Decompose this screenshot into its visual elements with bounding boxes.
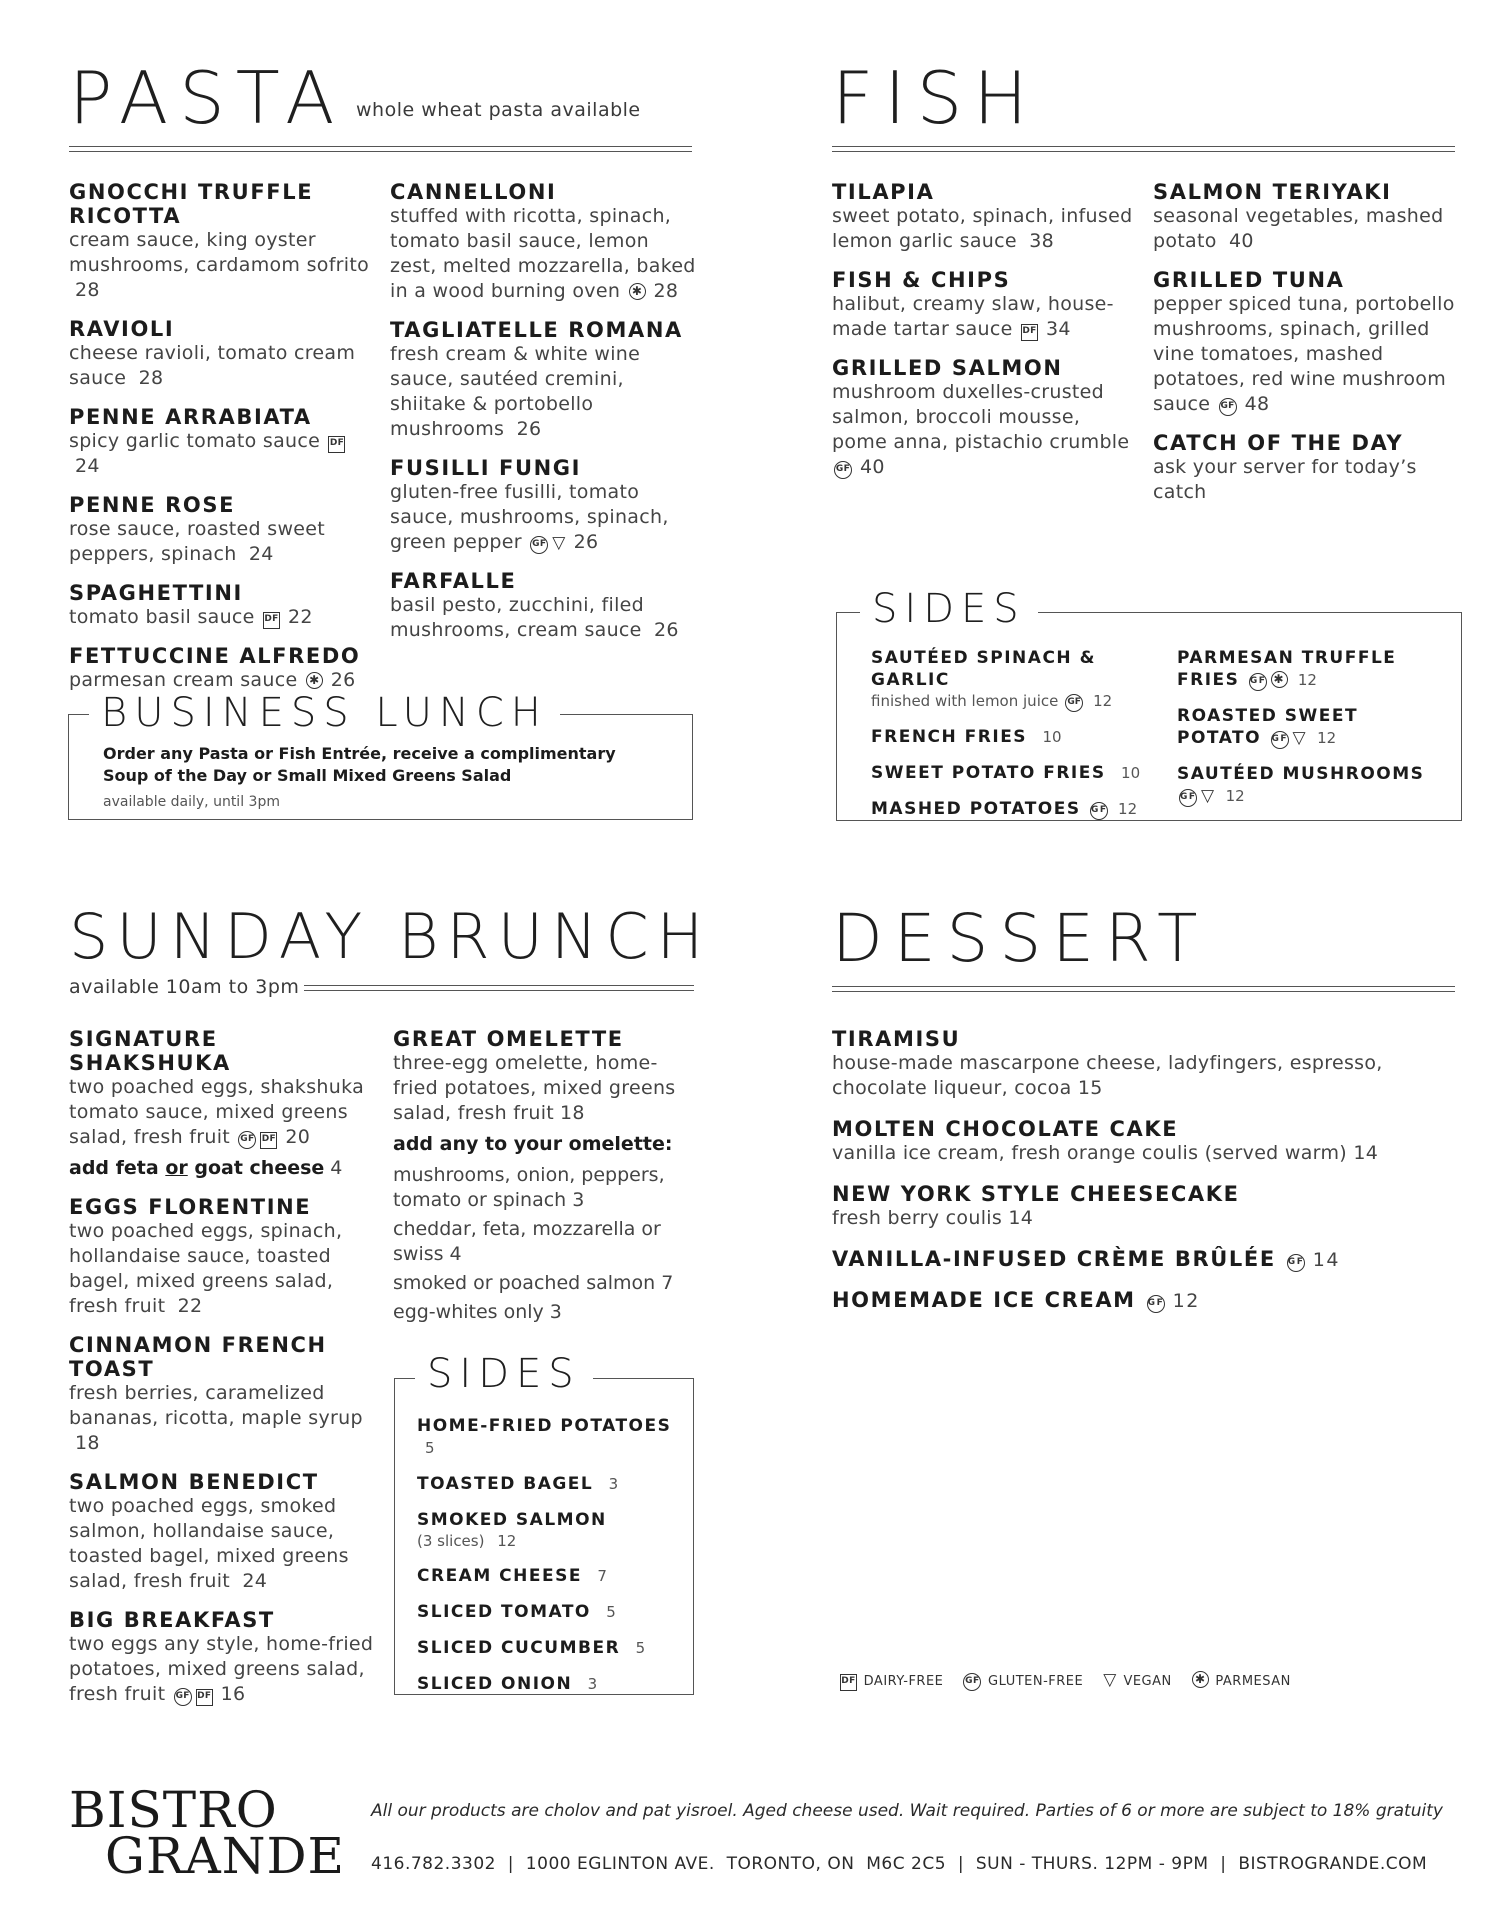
menu-item-price: 28 — [138, 367, 164, 389]
dessert-item-description — [832, 1206, 1452, 1231]
menu-item-desc-text: stuffed with ricotta, spinach, tomato basil sauce, lemon zest, melted mozzarella, baked in a wood burning oven — [390, 205, 696, 302]
side-price: 3 — [587, 1675, 598, 1693]
dessert-item — [832, 1182, 1452, 1231]
menu-item-description — [832, 380, 1137, 480]
side-price: 12 — [1093, 692, 1113, 710]
side-item — [1177, 705, 1447, 749]
dessert-name-text: TIRAMISU — [832, 1027, 961, 1051]
vegan-icon: ▽ — [1201, 786, 1216, 806]
business-lunch-title: BUSINESS LUNCH — [89, 693, 560, 733]
menu-item-desc-text: halibut, creamy slaw, house-made tartar sauce — [832, 293, 1114, 340]
menu-item — [832, 356, 1137, 480]
dessert-name-text: VANILLA-INFUSED CRÈME BRÛLÉE — [832, 1247, 1276, 1271]
menu-item — [832, 180, 1137, 254]
fish-sides-title: SIDES — [860, 589, 1038, 629]
dessert-item-name — [832, 1117, 1452, 1141]
brunch-note: available 10am to 3pm — [69, 976, 300, 998]
footer-contact: 416.782.3302 | 1000 EGLINTON AVE. TORONTO, ON M6C 2C5 | SUN - THURS. 12PM - 9PM | BISTROGRANDE.COM — [371, 1854, 1428, 1874]
menu-item-name: TILAPIA — [832, 180, 935, 204]
menu-item-price: 26 — [330, 669, 356, 691]
menu-item — [393, 1027, 698, 1126]
side-price: 5 — [425, 1439, 435, 1457]
menu-item-price: 40 — [860, 456, 885, 478]
menu-item-description — [69, 1075, 374, 1150]
side-item-name — [417, 1509, 687, 1531]
dairy-free-icon: DF — [1021, 324, 1038, 341]
menu-item-desc-text: two poached eggs, shakshuka tomato sauce, mixed greens salad, fresh fruit — [69, 1076, 365, 1148]
legend-label: PARMESAN — [1215, 1674, 1291, 1689]
menu-item-desc-text: seasonal vegetables, mashed potato — [1153, 205, 1444, 252]
dessert-item-name — [832, 1288, 1452, 1313]
omelette-addon-text: egg-whites only — [393, 1301, 544, 1323]
menu-item-price: 40 — [1229, 230, 1254, 252]
menu-item-price: 48 — [1244, 393, 1270, 415]
menu-item-name: FETTUCCINE ALFREDO — [69, 644, 361, 668]
side-item-note — [871, 691, 1171, 712]
menu-item-desc-text: two eggs any style, home-fried potatoes, mixed greens salad, fresh fruit — [69, 1633, 374, 1705]
menu-item-name: GRILLED TUNA — [1153, 268, 1345, 292]
dessert-desc-text: house-made mascarpone cheese, ladyfingers, espresso, chocolate liqueur, cocoa — [832, 1052, 1383, 1099]
menu-item-description — [69, 341, 374, 391]
side-name-text: SMOKED SALMON — [417, 1510, 607, 1530]
dessert-name-text: NEW YORK STYLE CHEESECAKE — [832, 1182, 1240, 1206]
omelette-addon — [393, 1163, 698, 1213]
side-item — [417, 1637, 687, 1659]
side-item-name — [871, 798, 1171, 820]
side-item — [417, 1565, 687, 1587]
menu-item — [1153, 431, 1463, 505]
menu-item-description — [832, 292, 1137, 342]
legend-item — [1101, 1672, 1172, 1689]
side-item-name — [1177, 705, 1447, 749]
side-price: 7 — [597, 1567, 607, 1585]
gluten-free-icon: GF — [1249, 673, 1267, 691]
menu-item-price: 26 — [516, 418, 542, 440]
side-name-text: PARMESAN TRUFFLE FRIES — [1177, 648, 1397, 690]
menu-item-price: 24 — [75, 455, 100, 477]
menu-item-desc-text: fresh cream & white wine sauce, sautéed cremini, shiitake & portobello mushrooms — [390, 343, 641, 440]
menu-item — [69, 581, 374, 630]
dessert-item-description — [832, 1051, 1452, 1101]
omelette-addon-price: 7 — [661, 1272, 674, 1294]
addon-price: 4 — [330, 1157, 343, 1179]
menu-item-desc-text: mushroom duxelles-crusted salmon, broccoli mousse, pome anna, pistachio crumble — [832, 381, 1130, 453]
side-item-name — [417, 1565, 687, 1587]
menu-item-price: 20 — [285, 1126, 311, 1148]
brunch-title: SUNDAY BRUNCH — [69, 900, 712, 973]
menu-item-name: PENNE ROSE — [69, 493, 236, 517]
menu-item-price: 26 — [573, 531, 599, 553]
omelette-addon — [393, 1217, 698, 1267]
menu-item-name: GNOCCHI TRUFFLE RICOTTA — [69, 180, 314, 228]
vegan-icon: ▽ — [1292, 728, 1308, 748]
side-price: 12 — [1225, 787, 1245, 805]
gluten-free-icon: GF — [1090, 802, 1108, 820]
dessert-item-description — [832, 1141, 1452, 1166]
dairy-free-icon: DF — [260, 1132, 277, 1149]
menu-item — [390, 456, 700, 555]
menu-item-description — [1153, 455, 1463, 505]
menu-item-name: FARFALLE — [390, 569, 517, 593]
side-item-name — [871, 762, 1171, 784]
gluten-free-icon: GF — [530, 536, 548, 554]
side-name-text: MASHED POTATOES — [871, 799, 1081, 819]
menu-item-name: GREAT OMELETTE — [393, 1027, 624, 1051]
shakshuka-addon — [69, 1156, 374, 1181]
menu-item-description — [69, 228, 374, 303]
dessert-price: 14 — [1353, 1142, 1379, 1164]
menu-item-price: 38 — [1029, 230, 1054, 252]
menu-item-desc-text: pepper spiced tuna, portobello mushrooms, spinach, grilled vine tomatoes, mashed potatoes, red wine mushroom sauce — [1153, 293, 1455, 415]
menu-item-price: 24 — [248, 543, 274, 565]
pasta-note: whole wheat pasta available — [356, 99, 641, 121]
side-name-text: SAUTÉED MUSHROOMS — [1177, 764, 1425, 784]
dessert-rule — [832, 986, 1455, 992]
menu-item — [69, 493, 374, 567]
menu-item-desc-text: cream sauce, king oyster mushrooms, cardamom sofrito — [69, 229, 370, 276]
menu-item-name: SPAGHETTINI — [69, 581, 243, 605]
dessert-desc-text: fresh berry coulis — [832, 1207, 1003, 1229]
gluten-free-icon: GF — [1271, 731, 1289, 749]
dessert-name-text: HOMEMADE ICE CREAM — [832, 1288, 1136, 1312]
menu-item-name: SALMON BENEDICT — [69, 1470, 319, 1494]
menu-item — [390, 569, 700, 643]
menu-item-desc-text: two poached eggs, smoked salmon, hollandaise sauce, toasted bagel, mixed greens salad, fresh fruit — [69, 1495, 349, 1592]
parmesan-icon: ✱ — [629, 283, 646, 300]
dessert-item-name — [832, 1027, 1452, 1051]
dessert-price: 15 — [1077, 1077, 1103, 1099]
dessert-item — [832, 1247, 1452, 1272]
side-item-name — [871, 647, 1171, 691]
menu-item-name: CINNAMON FRENCH TOAST — [69, 1333, 327, 1381]
menu-item-price: 22 — [177, 1295, 203, 1317]
pasta-col-right — [390, 180, 700, 657]
gluten-free-icon: GF — [1147, 1295, 1165, 1313]
side-item-name — [417, 1601, 687, 1623]
side-item — [871, 726, 1171, 748]
menu-item — [69, 1470, 374, 1594]
gluten-free-icon: GF — [1065, 694, 1083, 712]
menu-item-description — [69, 1494, 374, 1594]
side-price: 5 — [635, 1639, 646, 1657]
menu-item-name: TAGLIATELLE ROMANA — [390, 318, 683, 342]
side-name-text: FRENCH FRIES — [871, 727, 1028, 747]
parmesan-icon: ✱ — [1271, 671, 1288, 688]
omelette-addon-text: cheddar, feta, mozzarella or swiss — [393, 1218, 661, 1265]
side-price: 12 — [497, 1532, 517, 1550]
menu-item-desc-text: ask your server for today’s catch — [1153, 456, 1417, 503]
menu-item — [69, 317, 374, 391]
side-name-text: CREAM CHEESE — [417, 1566, 582, 1586]
menu-item-price: 28 — [653, 280, 679, 302]
menu-item-price: 28 — [75, 279, 100, 301]
side-price: 10 — [1042, 728, 1062, 746]
menu-item-description — [69, 1632, 374, 1707]
business-lunch-box — [68, 690, 693, 820]
gluten-free-icon: GF — [1179, 789, 1197, 807]
side-item — [871, 798, 1171, 820]
menu-item — [69, 1027, 374, 1150]
omelette-addon-text: mushrooms, onion, peppers, tomato or spinach — [393, 1164, 665, 1211]
menu-item-price: 18 — [75, 1432, 100, 1454]
side-item-note — [417, 1531, 687, 1551]
side-price: 5 — [606, 1603, 616, 1621]
dessert-item — [832, 1027, 1452, 1101]
menu-item-name: FISH & CHIPS — [832, 268, 1011, 292]
legend-item — [1190, 1671, 1291, 1689]
side-name-text: TOASTED BAGEL — [417, 1474, 594, 1494]
menu-item — [832, 268, 1137, 342]
pasta-rule — [69, 146, 692, 152]
side-item — [417, 1673, 687, 1695]
business-lunch-line1: Order any Pasta or Fish Entrée, receive a complimentary — [103, 744, 616, 763]
menu-item — [1153, 268, 1463, 417]
gluten-free-icon: GF — [1287, 1254, 1305, 1272]
gluten-free-icon: GF — [1219, 398, 1237, 416]
side-name-text: SAUTÉED SPINACH & GARLIC — [871, 648, 1096, 690]
menu-item-description — [832, 204, 1137, 254]
dessert-list — [832, 1027, 1452, 1329]
menu-item-name: GRILLED SALMON — [832, 356, 1063, 380]
menu-item-description — [393, 1051, 698, 1126]
side-note-text: finished with lemon juice — [871, 692, 1059, 710]
side-item — [417, 1473, 687, 1495]
menu-item-name: FUSILLI FUNGI — [390, 456, 582, 480]
parmesan-icon: ✱ — [1192, 1671, 1209, 1688]
fish-title: FISH — [832, 56, 1039, 140]
side-item-name — [417, 1473, 687, 1495]
side-item — [1177, 763, 1447, 807]
menu-item-desc-text: fresh berries, caramelized bananas, ricotta, maple syrup — [69, 1382, 363, 1429]
menu-item-desc-text: spicy garlic tomato sauce — [69, 430, 321, 452]
menu-item-description — [1153, 204, 1463, 254]
omelette-addons-title: add any to your omelette: — [393, 1133, 673, 1155]
menu-item-name: RAVIOLI — [69, 317, 175, 341]
side-item — [871, 762, 1171, 784]
business-lunch-line2: Soup of the Day or Small Mixed Greens Salad — [103, 766, 512, 785]
side-item — [417, 1509, 687, 1551]
logo-line1: BISTRO — [69, 1781, 278, 1839]
menu-item-description — [69, 1381, 374, 1456]
dessert-price: 14 — [1312, 1249, 1341, 1271]
brunch-sides-list — [417, 1415, 687, 1709]
side-name-text: SLICED ONION — [417, 1674, 573, 1694]
menu-item-description — [69, 517, 374, 567]
side-item-name — [1177, 763, 1447, 807]
brunch-col-right — [393, 1027, 698, 1329]
menu-item-name: CATCH OF THE DAY — [1153, 431, 1404, 455]
parmesan-icon: ✱ — [306, 672, 323, 689]
business-lunch-note: available daily, until 3pm — [103, 794, 280, 810]
legend-label: VEGAN — [1123, 1674, 1172, 1689]
side-price: 10 — [1121, 764, 1141, 782]
menu-item — [69, 1333, 374, 1456]
menu-item-desc-text: rose sauce, roasted sweet peppers, spinach — [69, 518, 326, 565]
omelette-addon-price: 4 — [449, 1243, 462, 1265]
side-item-name — [1177, 647, 1447, 691]
dairy-free-icon: DF — [196, 1689, 213, 1706]
menu-item-price: 18 — [560, 1102, 585, 1124]
legend-label: GLUTEN-FREE — [988, 1674, 1084, 1689]
side-name-text: SWEET POTATO FRIES — [871, 763, 1106, 783]
pasta-col-left — [69, 180, 374, 707]
side-item — [417, 1415, 687, 1459]
dairy-free-icon: DF — [263, 612, 280, 629]
side-item — [1177, 647, 1447, 691]
menu-item — [390, 180, 700, 304]
side-name-text: HOME-FRIED POTATOES — [417, 1416, 672, 1436]
brunch-sides-box — [394, 1351, 694, 1695]
brunch-sides-title: SIDES — [415, 1354, 593, 1394]
vegan-icon: ▽ — [552, 533, 566, 553]
menu-item-desc-text: tomato basil sauce — [69, 606, 255, 628]
fish-sides-left — [871, 647, 1171, 834]
menu-item — [69, 405, 374, 479]
menu-item-desc-text: basil pesto, zucchini, filed mushrooms, cream sauce — [390, 594, 645, 641]
menu-item-desc-text: gluten-free fusilli, tomato sauce, mushrooms, spinach, green pepper — [390, 481, 669, 553]
menu-item-desc-text: two poached eggs, spinach, hollandaise sauce, toasted bagel, mixed greens salad, fresh fruit — [69, 1220, 343, 1317]
fish-sides-box — [836, 586, 1462, 821]
side-price: 12 — [1118, 800, 1138, 818]
omelette-addon-price: 3 — [549, 1301, 562, 1323]
addon-or: or — [165, 1157, 188, 1179]
omelette-addon-text: smoked or poached salmon — [393, 1272, 656, 1294]
menu-item-desc-text: three-egg omelette, home-fried potatoes, mixed greens salad, fresh fruit — [393, 1052, 676, 1124]
dessert-item-name — [832, 1182, 1452, 1206]
addon-text: add feta — [69, 1157, 166, 1179]
gluten-free-icon: GF — [238, 1131, 256, 1149]
side-item-name — [417, 1637, 687, 1659]
menu-item — [69, 180, 374, 303]
legend-item — [961, 1673, 1083, 1691]
menu-item-price: 26 — [654, 619, 679, 641]
logo-line2: GRANDE — [105, 1827, 346, 1885]
dessert-item — [832, 1288, 1452, 1313]
dietary-legend — [838, 1670, 1309, 1691]
dessert-title: DESSERT — [832, 900, 1209, 977]
side-name-text: SLICED TOMATO — [417, 1602, 591, 1622]
menu-item-description — [390, 593, 700, 643]
omelette-addon — [393, 1300, 698, 1325]
menu-item-desc-text: sweet potato, spinach, infused lemon garlic sauce — [832, 205, 1133, 252]
dessert-item — [832, 1117, 1452, 1166]
fish-col-left — [832, 180, 1137, 494]
pasta-title: PASTA — [69, 56, 346, 140]
menu-item-price: 24 — [242, 1570, 268, 1592]
side-price: 3 — [608, 1475, 619, 1493]
gluten-free-icon: GF — [174, 1688, 192, 1706]
dairy-free-icon: DF — [840, 1674, 857, 1691]
menu-item — [1153, 180, 1463, 254]
menu-item-description — [69, 1219, 374, 1319]
menu-item — [69, 644, 374, 693]
menu-item-price: 34 — [1045, 318, 1071, 340]
menu-item-description — [390, 204, 700, 304]
dessert-name-text: MOLTEN CHOCOLATE CAKE — [832, 1117, 1179, 1141]
menu-item-name: SALMON TERIYAKI — [1153, 180, 1392, 204]
bistro-grande-logo — [69, 1781, 346, 1885]
side-price: 12 — [1317, 729, 1337, 747]
menu-item-name: SIGNATURE SHAKSHUKA — [69, 1027, 231, 1075]
menu-item-description — [69, 429, 374, 479]
menu-item-name: CANNELLONI — [390, 180, 557, 204]
side-price: 12 — [1297, 671, 1317, 689]
fish-col-right — [1153, 180, 1463, 519]
menu-item-description — [69, 605, 374, 630]
side-item-name — [871, 726, 1171, 748]
side-item — [871, 647, 1171, 712]
omelette-addon — [393, 1271, 698, 1296]
menu-item — [69, 1608, 374, 1707]
menu-item — [390, 318, 700, 442]
dessert-desc-text: vanilla ice cream, fresh orange coulis (served warm) — [832, 1142, 1347, 1164]
gluten-free-icon: GF — [963, 1673, 981, 1691]
addon-text: goat cheese — [187, 1157, 325, 1179]
menu-item-description — [390, 342, 700, 442]
side-note-text: (3 slices) — [417, 1532, 485, 1550]
side-name-text: ROASTED SWEET POTATO — [1177, 706, 1359, 748]
gluten-free-icon: GF — [834, 461, 852, 479]
side-name-text: SLICED CUCUMBER — [417, 1638, 621, 1658]
dessert-item-name — [832, 1247, 1452, 1272]
brunch-rule — [304, 985, 694, 991]
omelette-addon-price: 3 — [572, 1189, 585, 1211]
brunch-col-left — [69, 1027, 374, 1721]
menu-item-description — [1153, 292, 1463, 417]
vegan-icon: ▽ — [1103, 1670, 1117, 1690]
fish-rule — [832, 146, 1455, 152]
menu-item-name: EGGS FLORENTINE — [69, 1195, 312, 1219]
side-item-name — [417, 1415, 687, 1459]
menu-item-price: 16 — [220, 1683, 246, 1705]
menu-item-price: 22 — [288, 606, 313, 628]
side-item-name — [417, 1673, 687, 1695]
menu-item-desc-text: cheese ravioli, tomato cream sauce — [69, 342, 356, 389]
fish-sides-right — [1177, 647, 1447, 821]
dessert-price: 14 — [1008, 1207, 1034, 1229]
dessert-price: 12 — [1172, 1290, 1200, 1312]
footer-note: All our products are cholov and pat yisroel. Aged cheese used. Wait required. Parties of 6 or more are subject to 18% gratuity — [371, 1801, 1443, 1821]
menu-item — [69, 1195, 374, 1319]
menu-item-desc-text: parmesan cream sauce — [69, 669, 298, 691]
menu-item-name: PENNE ARRABIATA — [69, 405, 312, 429]
legend-item — [838, 1674, 943, 1691]
menu-item-name: BIG BREAKFAST — [69, 1608, 275, 1632]
side-item — [417, 1601, 687, 1623]
dairy-free-icon: DF — [328, 436, 345, 453]
menu-item-description — [390, 480, 700, 555]
legend-label: DAIRY-FREE — [863, 1674, 944, 1689]
